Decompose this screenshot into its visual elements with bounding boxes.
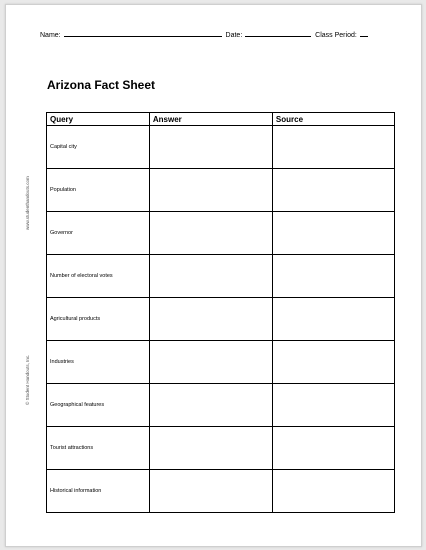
table-row xyxy=(47,427,395,470)
date-blank[interactable] xyxy=(245,29,311,37)
query-cell: Industries xyxy=(47,341,150,384)
query-cell: Historical information xyxy=(47,470,150,513)
table-row xyxy=(47,470,395,513)
column-header-answer: Answer xyxy=(149,113,272,126)
table-row xyxy=(47,298,395,341)
worksheet-page xyxy=(5,4,422,547)
page-title: Arizona Fact Sheet xyxy=(47,78,156,92)
query-cell: Geographical features xyxy=(47,384,150,427)
query-cell: Number of electoral votes xyxy=(47,255,150,298)
table-row xyxy=(47,126,395,169)
table-row xyxy=(47,341,395,384)
table-row xyxy=(47,212,395,255)
answer-cell[interactable] xyxy=(149,169,272,212)
fact-table xyxy=(46,112,395,513)
query-cell: Population xyxy=(47,169,150,212)
table-row xyxy=(47,169,395,212)
answer-cell[interactable] xyxy=(149,126,272,169)
table-row xyxy=(47,384,395,427)
answer-cell[interactable] xyxy=(149,212,272,255)
query-cell: Governor xyxy=(47,212,150,255)
source-cell[interactable] xyxy=(272,126,394,169)
source-cell[interactable] xyxy=(272,427,394,470)
answer-cell[interactable] xyxy=(149,298,272,341)
source-cell[interactable] xyxy=(272,255,394,298)
query-cell: Agricultural products xyxy=(47,298,150,341)
copyright-credit: © Student Handouts, Inc. xyxy=(25,354,30,405)
class-period-label: Class Period: xyxy=(315,32,357,39)
column-header-source: Source xyxy=(272,113,394,126)
student-info-line xyxy=(40,29,370,39)
query-cell: Tourist attractions xyxy=(47,427,150,470)
source-cell[interactable] xyxy=(272,470,394,513)
source-cell[interactable] xyxy=(272,384,394,427)
name-blank[interactable] xyxy=(64,29,222,37)
source-cell[interactable] xyxy=(272,169,394,212)
source-cell[interactable] xyxy=(272,341,394,384)
name-label: Name: xyxy=(40,32,61,39)
answer-cell[interactable] xyxy=(149,255,272,298)
date-label: Date: xyxy=(225,32,243,39)
answer-cell[interactable] xyxy=(149,384,272,427)
answer-cell[interactable] xyxy=(149,470,272,513)
source-cell[interactable] xyxy=(272,298,394,341)
table-row xyxy=(47,255,395,298)
class-period-blank[interactable] xyxy=(360,29,368,37)
table-header-row xyxy=(47,113,395,126)
query-cell: Capital city xyxy=(47,126,150,169)
website-credit: www.studenthandouts.com xyxy=(25,176,30,230)
answer-cell[interactable] xyxy=(149,427,272,470)
source-cell[interactable] xyxy=(272,212,394,255)
column-header-query: Query xyxy=(47,113,150,126)
answer-cell[interactable] xyxy=(149,341,272,384)
